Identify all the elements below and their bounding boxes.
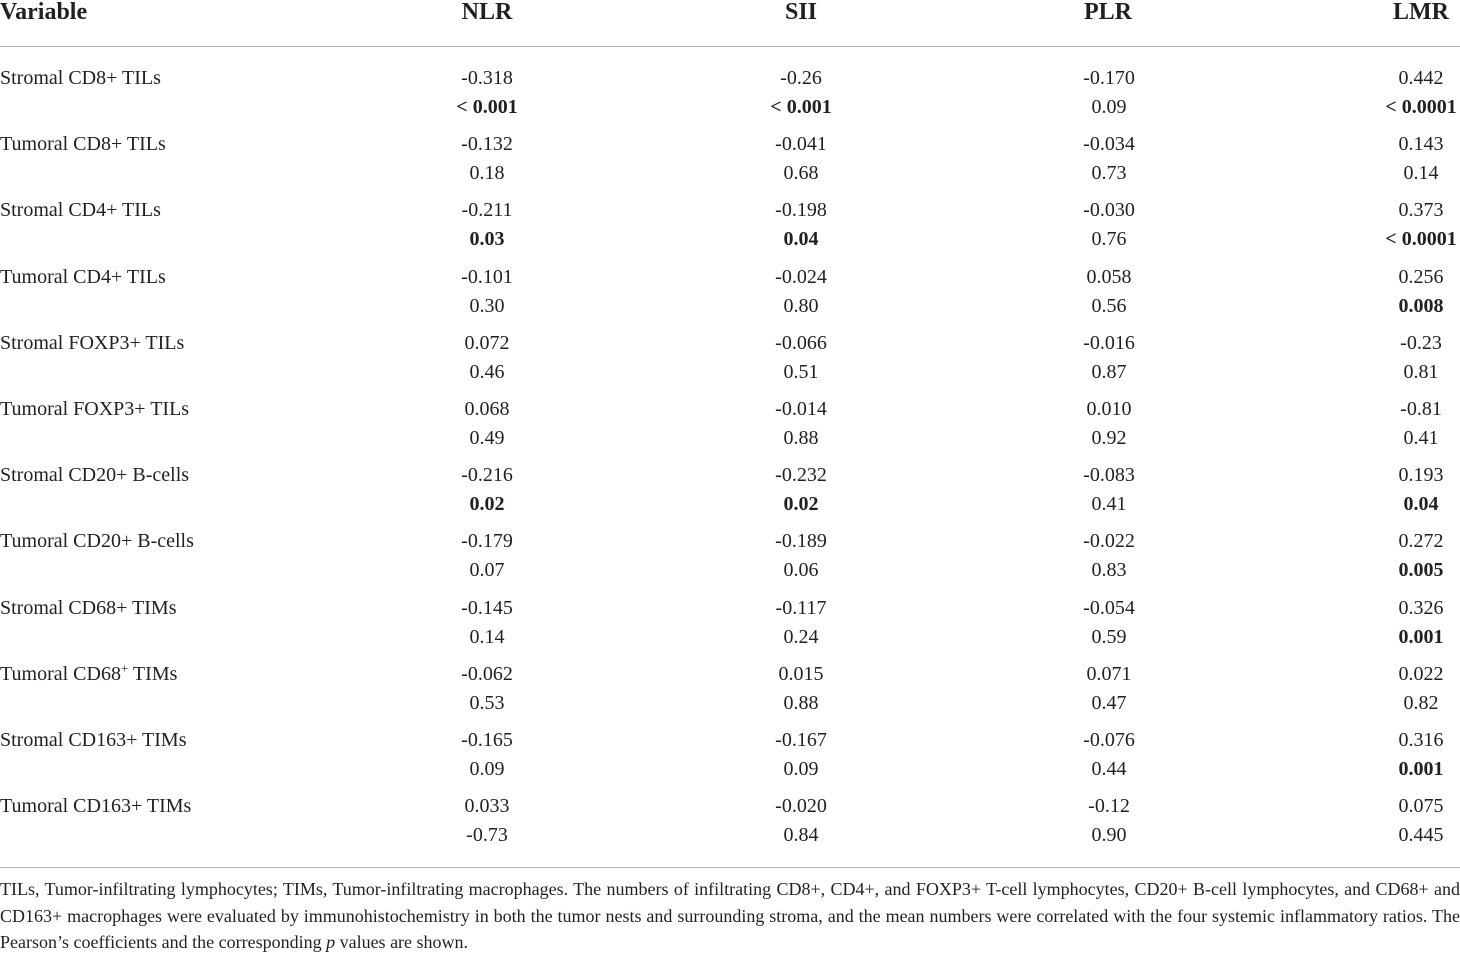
p-value-nlr: 0.02 [469,493,505,516]
coefficient-lmr: 0.256 [1398,265,1444,288]
table-bottom-rule [0,867,1460,868]
p-value-sii: 0.68 [783,162,819,185]
table-row [0,194,1460,260]
p-value-lmr: 0.14 [1403,162,1439,185]
coefficient-sii: -0.198 [775,199,827,222]
row-label-text: Tumoral CD4+ TILs [0,265,166,288]
coefficient-nlr: -0.179 [461,530,513,553]
coefficient-nlr: -0.211 [461,199,513,222]
coefficient-nlr: 0.068 [464,397,510,420]
row-label [0,792,191,821]
p-value-plr: 0.41 [1091,493,1127,516]
p-value-nlr: 0.07 [469,559,505,582]
p-value-plr: 0.87 [1091,360,1127,383]
coefficient-sii: -0.041 [775,133,827,156]
coefficient-nlr: -0.062 [461,662,513,685]
coefficient-sii: -0.066 [775,331,827,354]
p-value-plr: 0.44 [1091,757,1127,780]
row-label [0,64,161,93]
p-value-sii: 0.06 [783,559,819,582]
p-value-sii: 0.88 [783,691,819,714]
p-value-nlr: 0.18 [469,162,505,185]
p-value-sii: 0.09 [783,757,819,780]
header-sii: SII [784,0,818,25]
row-label [0,196,161,225]
row-label [0,594,176,623]
coefficient-lmr: 0.022 [1398,662,1444,685]
table-row [0,62,1460,128]
header-plr: PLR [1084,0,1132,25]
coefficient-nlr: -0.145 [461,596,513,619]
coefficient-plr: -0.076 [1083,728,1135,751]
header-lmr: LMR [1393,0,1449,25]
row-label [0,660,177,689]
p-value-sii: 0.02 [783,493,819,516]
row-label-text: Tumoral CD68 [0,662,121,685]
row-label-superscript: + [120,660,129,676]
p-value-sii: 0.84 [783,824,819,847]
table-row [0,658,1460,724]
coefficient-lmr: 0.373 [1398,199,1444,222]
coefficient-plr: -0.12 [1088,795,1130,818]
row-label [0,461,189,490]
table-header [0,0,1460,47]
table-row [0,724,1460,790]
p-value-lmr: 0.001 [1398,757,1444,780]
coefficient-plr: -0.030 [1083,199,1135,222]
coefficient-nlr: -0.216 [461,464,513,487]
p-value-plr: 0.47 [1091,691,1127,714]
footnote-p-italic: p [326,932,336,952]
coefficient-sii: -0.020 [775,795,827,818]
p-value-nlr: 0.30 [469,294,505,317]
table-row [0,261,1460,327]
row-label [0,329,184,358]
table-row [0,327,1460,393]
coefficient-nlr: -0.318 [461,67,513,89]
p-value-nlr: 0.03 [469,228,505,251]
row-label-text: Tumoral CD8+ TILs [0,133,166,156]
coefficient-plr: 0.058 [1086,265,1132,288]
coefficient-lmr: 0.326 [1398,596,1444,619]
coefficient-lmr: 0.316 [1398,728,1444,751]
coefficient-plr: -0.054 [1083,596,1135,619]
footnote-text-end: values are shown. [335,932,469,952]
p-value-plr: 0.56 [1091,294,1127,317]
coefficient-nlr: 0.033 [464,795,510,818]
coefficient-lmr: 0.442 [1398,67,1444,89]
coefficient-plr: 0.071 [1086,662,1132,685]
p-value-nlr: < 0.001 [456,96,518,118]
p-value-nlr: 0.49 [469,426,505,449]
table-row [0,790,1460,856]
p-value-lmr: 0.005 [1398,559,1444,582]
p-value-sii: 0.51 [783,360,819,383]
table-row [0,128,1460,194]
row-label [0,130,166,159]
header-nlr: NLR [461,0,513,25]
row-label [0,263,166,292]
coefficient-nlr: 0.072 [464,331,510,354]
p-value-plr: 0.59 [1091,625,1127,648]
row-label-text: Tumoral FOXP3+ TILs [0,397,190,420]
p-value-nlr: 0.14 [469,625,505,648]
p-value-plr: 0.90 [1091,824,1127,847]
p-value-nlr: 0.53 [469,691,505,714]
p-value-lmr: 0.41 [1403,426,1439,449]
coefficient-sii: -0.167 [775,728,827,751]
row-label-text: Stromal FOXP3+ TILs [0,331,185,354]
row-label-text: Stromal CD68+ TIMs [0,596,177,619]
p-value-lmr: 0.81 [1403,360,1439,383]
p-value-plr: 0.73 [1091,162,1127,185]
coefficient-nlr: -0.101 [461,265,513,288]
row-label [0,527,194,556]
coefficient-sii: -0.014 [775,397,827,420]
row-label-text: Stromal CD20+ B-cells [0,464,190,487]
p-value-lmr: < 0.0001 [1385,96,1457,118]
coefficient-lmr: -0.23 [1400,331,1442,354]
row-label-text: Tumoral CD163+ TIMs [0,795,192,818]
coefficient-sii: -0.26 [780,67,822,89]
coefficient-nlr: -0.165 [461,728,513,751]
coefficient-plr: -0.034 [1083,133,1135,156]
p-value-plr: 0.92 [1091,426,1127,449]
p-value-plr: 0.76 [1091,228,1127,251]
coefficient-lmr: 0.272 [1398,530,1444,553]
p-value-nlr: -0.73 [466,824,508,847]
table-row [0,525,1460,591]
coefficient-plr: -0.016 [1083,331,1135,354]
coefficient-plr: -0.022 [1083,530,1135,553]
coefficient-sii: -0.189 [775,530,827,553]
p-value-nlr: 0.09 [469,757,505,780]
coefficient-lmr: 0.193 [1398,464,1444,487]
p-value-plr: 0.83 [1091,559,1127,582]
coefficient-plr: 0.010 [1086,397,1132,420]
p-value-plr: 0.09 [1091,96,1127,118]
table-footnote [0,876,1460,956]
coefficient-sii: -0.232 [775,464,827,487]
p-value-lmr: 0.445 [1398,824,1444,847]
coefficient-lmr: 0.075 [1398,795,1444,818]
coefficient-nlr: -0.132 [461,133,513,156]
p-value-lmr: 0.001 [1398,625,1444,648]
table-row [0,459,1460,525]
p-value-nlr: 0.46 [469,360,505,383]
p-value-lmr: < 0.0001 [1385,228,1457,251]
coefficient-sii: -0.117 [775,596,827,619]
p-value-lmr: 0.82 [1403,691,1439,714]
table-row [0,393,1460,459]
coefficient-sii: 0.015 [778,662,824,685]
row-label-text: Stromal CD8+ TILs [0,67,161,89]
coefficient-lmr: -0.81 [1400,397,1442,420]
p-value-sii: 0.88 [783,426,819,449]
p-value-sii: < 0.001 [770,96,832,118]
row-label-suffix: TIMs [128,662,178,685]
p-value-lmr: 0.008 [1398,294,1444,317]
table-body [0,62,1460,856]
coefficient-plr: -0.083 [1083,464,1135,487]
row-label [0,726,186,755]
p-value-sii: 0.24 [783,625,819,648]
footnote-text: TILs, Tumor-infiltrating lymphocytes; TIMs, Tumor-infiltrating macrophages. The numbers of infiltrating CD8+, CD4+, and FOXP3+ T-cell lymphocytes, CD20+ B-cell lymphocytes, and CD68+ and CD163+ macrophages were evaluated by immunohistochemistry in both the tumor nests and surrounding stroma, and the mean numbers were correlated with the four systemic inflammatory ratios. The Pearson’s coefficients and the corresponding [0,879,1460,952]
p-value-sii: 0.80 [783,294,819,317]
p-value-sii: 0.04 [783,228,819,251]
p-value-lmr: 0.04 [1403,493,1439,516]
row-label [0,395,189,424]
header-variable: Variable [0,0,88,25]
coefficient-lmr: 0.143 [1398,133,1444,156]
coefficient-plr: -0.170 [1083,67,1135,89]
coefficient-sii: -0.024 [775,265,827,288]
row-label-text: Stromal CD4+ TILs [0,199,161,222]
table-row [0,592,1460,658]
row-label-text: Stromal CD163+ TIMs [0,728,187,751]
row-label-text: Tumoral CD20+ B-cells [0,530,194,553]
